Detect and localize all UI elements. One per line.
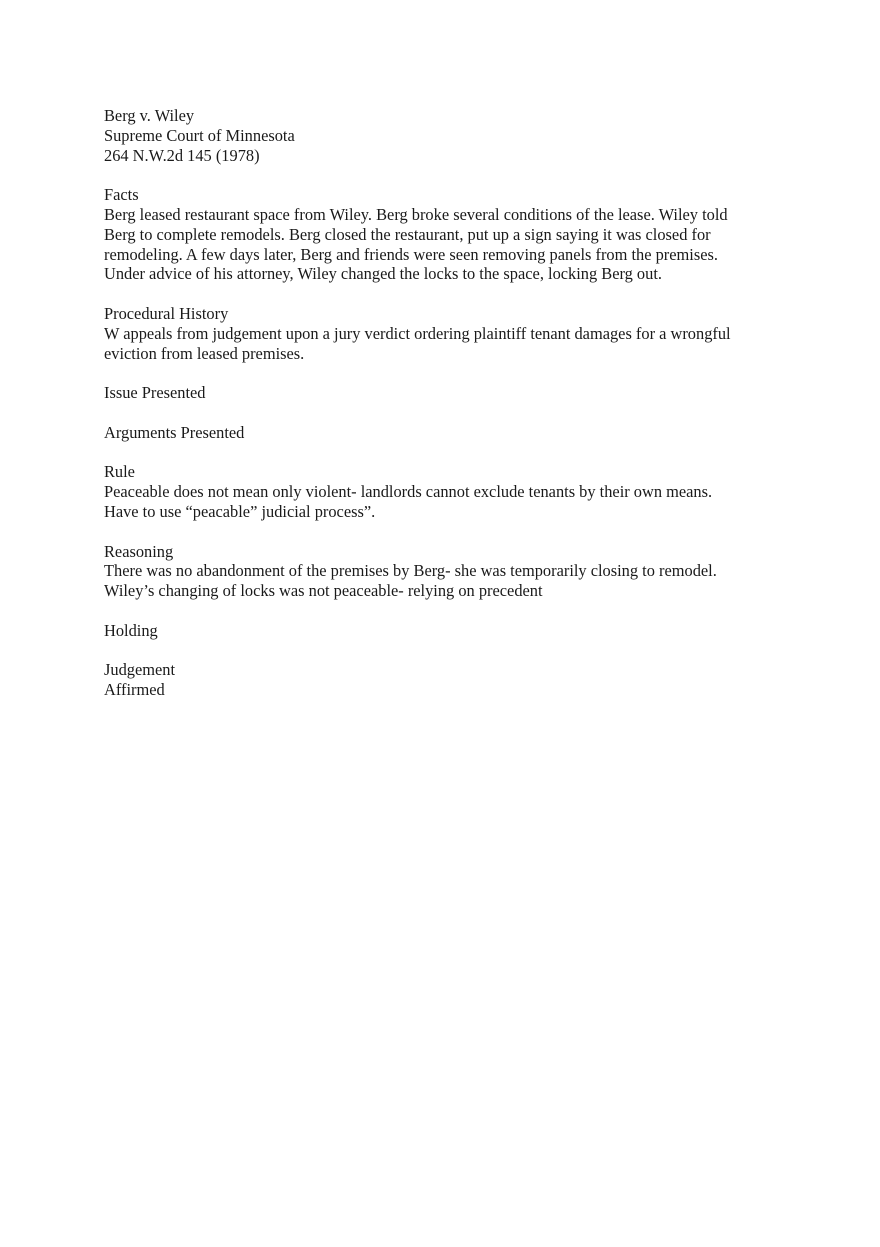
rule-line: Peaceable does not mean only violent- landlords cannot exclude tenants by their own means.	[104, 482, 713, 502]
facts-line: Berg leased restaurant space from Wiley. Berg broke several conditions of the lease. Wiley told	[104, 204, 728, 224]
section-heading-issue-presented: Issue Presented	[104, 383, 206, 403]
procedural-history-section	[104, 304, 784, 363]
case-citation: 264 N.W.2d 145 (1978)	[104, 145, 260, 165]
procedural-history-line: W appeals from judgement upon a jury verdict ordering plaintiff tenant damages for a wrongful	[104, 323, 731, 343]
rule-line: Have to use “peacable” judicial process”.	[104, 501, 376, 521]
judgement-section	[104, 660, 784, 700]
facts-line: remodeling. A few days later, Berg and friends were seen removing panels from the premises.	[104, 244, 718, 264]
issue-presented-section	[104, 383, 784, 403]
court-name: Supreme Court of Minnesota	[104, 125, 295, 145]
section-heading-rule: Rule	[104, 462, 135, 482]
section-heading-procedural-history: Procedural History	[104, 303, 229, 323]
rule-section	[104, 462, 784, 521]
section-heading-arguments-presented: Arguments Presented	[104, 422, 245, 442]
facts-line: Under advice of his attorney, Wiley changed the locks to the space, locking Berg out.	[104, 264, 662, 284]
facts-section	[104, 185, 784, 284]
case-brief	[104, 106, 784, 720]
judgement-line: Affirmed	[104, 680, 165, 700]
reasoning-section	[104, 542, 784, 601]
case-header	[104, 106, 784, 165]
section-heading-facts: Facts	[104, 185, 139, 205]
reasoning-line: There was no abandonment of the premises by Berg- she was temporarily closing to remodel.	[104, 561, 717, 581]
reasoning-line: Wiley’s changing of locks was not peaceable- relying on precedent	[104, 581, 543, 601]
arguments-presented-section	[104, 423, 784, 443]
section-heading-holding: Holding	[104, 620, 158, 640]
section-heading-reasoning: Reasoning	[104, 541, 174, 561]
facts-line: Berg to complete remodels. Berg closed the restaurant, put up a sign saying it was closed for	[104, 224, 711, 244]
holding-section	[104, 621, 784, 641]
section-heading-judgement: Judgement	[104, 660, 176, 680]
procedural-history-line: eviction from leased premises.	[104, 343, 305, 363]
case-name: Berg v. Wiley	[104, 106, 195, 125]
